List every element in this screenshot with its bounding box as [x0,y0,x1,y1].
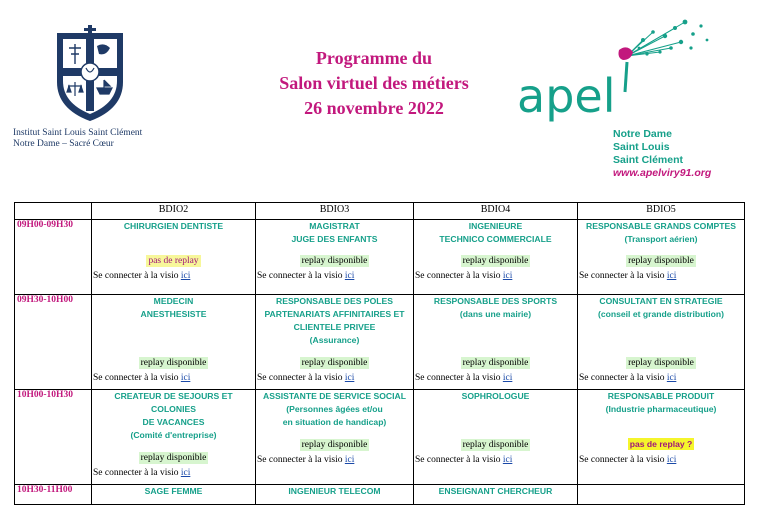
job-detail: CLIENTELE PRIVEE [293,322,376,332]
replay-available-badge: replay disponible [628,256,694,266]
session-cell [256,390,414,485]
visio-link-label: Se connecter à la visio [579,373,665,383]
visio-link[interactable]: ici [502,373,513,383]
column-header: BDIO3 [256,203,414,220]
session-cell [414,220,578,295]
session-cell [92,220,256,295]
session-cell [578,220,745,295]
visio-link[interactable]: ici [180,468,191,478]
replay-available-badge: replay disponible [462,358,529,368]
apel-info [613,128,711,180]
replay-available-badge: replay disponible [462,256,529,266]
job-detail: (Comité d'entreprise) [130,430,217,440]
school-crest-logo [52,24,128,122]
session-cell [414,295,578,390]
visio-link-line [415,372,575,385]
visio-link-line [93,270,253,283]
job-title: INGENIEURE [468,221,523,231]
apel-wordmark: apel [517,69,616,123]
table-header-row [15,203,745,220]
time-slot: 10H00-10H30 [15,390,92,485]
visio-link[interactable]: ici [180,271,191,281]
program-table [14,202,745,505]
time-slot: 09H00-09H30 [15,220,92,295]
no-replay-badge: pas de replay ? [629,439,693,449]
title-line2: Salon virtuel des métiers [279,73,469,93]
apel-line1: Notre Dame [613,128,672,140]
visio-link-line [579,454,742,467]
visio-link-label: Se connecter à la visio [257,455,343,465]
job-title: MAGISTRAT [309,221,360,231]
visio-link-line [257,270,411,283]
table-row [15,390,745,485]
job-detail: JUGE DES ENFANTS [291,234,378,244]
job-detail: ANESTHESISTE [140,309,207,319]
no-replay-badge: pas de replay [148,256,199,266]
session-cell [578,295,745,390]
replay-available-badge: replay disponible [301,256,368,266]
job-title: SAGE FEMME [144,486,203,496]
job-title: RESPONSABLE PRODUIT [607,391,715,401]
visio-link-label: Se connecter à la visio [93,468,179,478]
visio-link-line [257,372,411,385]
job-title: ASSISTANTE DE SERVICE SOCIAL [263,391,406,401]
visio-link[interactable]: ici [666,271,677,281]
session-cell [256,295,414,390]
job-detail: (dans une mairie) [459,309,532,319]
job-detail: (Personnes âgées et/ou [286,404,383,414]
table-row [15,485,745,505]
visio-link[interactable]: ici [666,373,677,383]
job-detail: en situation de handicap) [282,417,387,427]
title-line3: 26 novembre 2022 [304,98,444,118]
visio-link-line [415,270,575,283]
time-slot: 10H30-11H00 [15,485,92,505]
apel-logo [515,14,715,126]
session-cell [256,485,414,505]
job-detail: (Assurance) [309,335,360,345]
session-cell [414,485,578,505]
visio-link-label: Se connecter à la visio [579,271,665,281]
visio-link[interactable]: ici [666,455,677,465]
job-detail: PARTENARIATS AFFINITAIRES ET [264,309,405,319]
replay-available-badge: replay disponible [628,358,694,368]
time-slot: 09H30-10H00 [15,295,92,390]
page-title [240,46,508,121]
job-title: RESPONSABLE DES SPORTS [433,296,558,306]
visio-link-line [93,372,253,385]
replay-available-badge: replay disponible [301,358,368,368]
visio-link-label: Se connecter à la visio [415,373,501,383]
job-title: RESPONSABLE GRANDS COMPTES [586,221,736,231]
job-title: INGENIEUR TELECOM [288,486,381,496]
visio-link[interactable]: ici [502,271,513,281]
visio-link-line [257,454,411,467]
job-title: ENSEIGNANT CHERCHEUR [438,486,553,496]
session-cell [256,220,414,295]
job-detail: (Industrie pharmaceutique) [605,404,717,414]
job-title: MEDECIN [153,296,194,306]
school-name-line2: Notre Dame – Sacré Cœur [13,139,114,149]
session-cell [92,295,256,390]
column-header: BDIO4 [414,203,578,220]
apel-line3: Saint Clément [613,154,684,166]
visio-link-label: Se connecter à la visio [93,373,179,383]
job-detail: (conseil et grande distribution) [597,309,725,319]
visio-link[interactable]: ici [180,373,191,383]
visio-link[interactable]: ici [344,373,355,383]
table-row [15,220,745,295]
visio-link-label: Se connecter à la visio [257,271,343,281]
visio-link-label: Se connecter à la visio [579,455,665,465]
replay-available-badge: replay disponible [462,440,529,450]
job-title: CHIRURGIEN DENTISTE [123,221,224,231]
visio-link-line [415,454,575,467]
visio-link[interactable]: ici [344,271,355,281]
visio-link-label: Se connecter à la visio [415,455,501,465]
replay-available-badge: replay disponible [140,358,207,368]
header-corner [15,203,92,220]
job-title: SOPHROLOGUE [461,391,530,401]
visio-link-line [579,270,742,283]
visio-link[interactable]: ici [502,455,513,465]
title-line1: Programme du [315,48,433,68]
school-name [13,128,142,150]
column-header: BDIO5 [578,203,745,220]
visio-link-label: Se connecter à la visio [257,373,343,383]
visio-link-line [93,467,253,480]
session-cell [92,390,256,485]
apel-url-link[interactable]: www.apelviry91.org [613,167,712,179]
session-cell [578,485,745,505]
table-row [15,295,745,390]
job-title: RESPONSABLE DES POLES [276,296,393,306]
school-name-line1: Institut Saint Louis Saint Clément [13,128,143,138]
job-title: CREATEUR DE SEJOURS ET COLONIES [114,391,233,414]
visio-link-label: Se connecter à la visio [415,271,501,281]
job-detail: TECHNICO COMMERCIALE [439,234,552,244]
session-cell [414,390,578,485]
replay-available-badge: replay disponible [140,453,207,463]
job-detail: DE VACANCES [142,417,205,427]
visio-link-line [579,372,742,385]
session-cell [578,390,745,485]
visio-link-label: Se connecter à la visio [93,271,179,281]
session-cell [92,485,256,505]
column-header: BDIO2 [92,203,256,220]
job-detail: (Transport aérien) [624,234,698,244]
job-title: CONSULTANT EN STRATEGIE [599,296,723,306]
apel-line2: Saint Louis [613,141,670,153]
visio-link[interactable]: ici [344,455,355,465]
replay-available-badge: replay disponible [301,440,368,450]
